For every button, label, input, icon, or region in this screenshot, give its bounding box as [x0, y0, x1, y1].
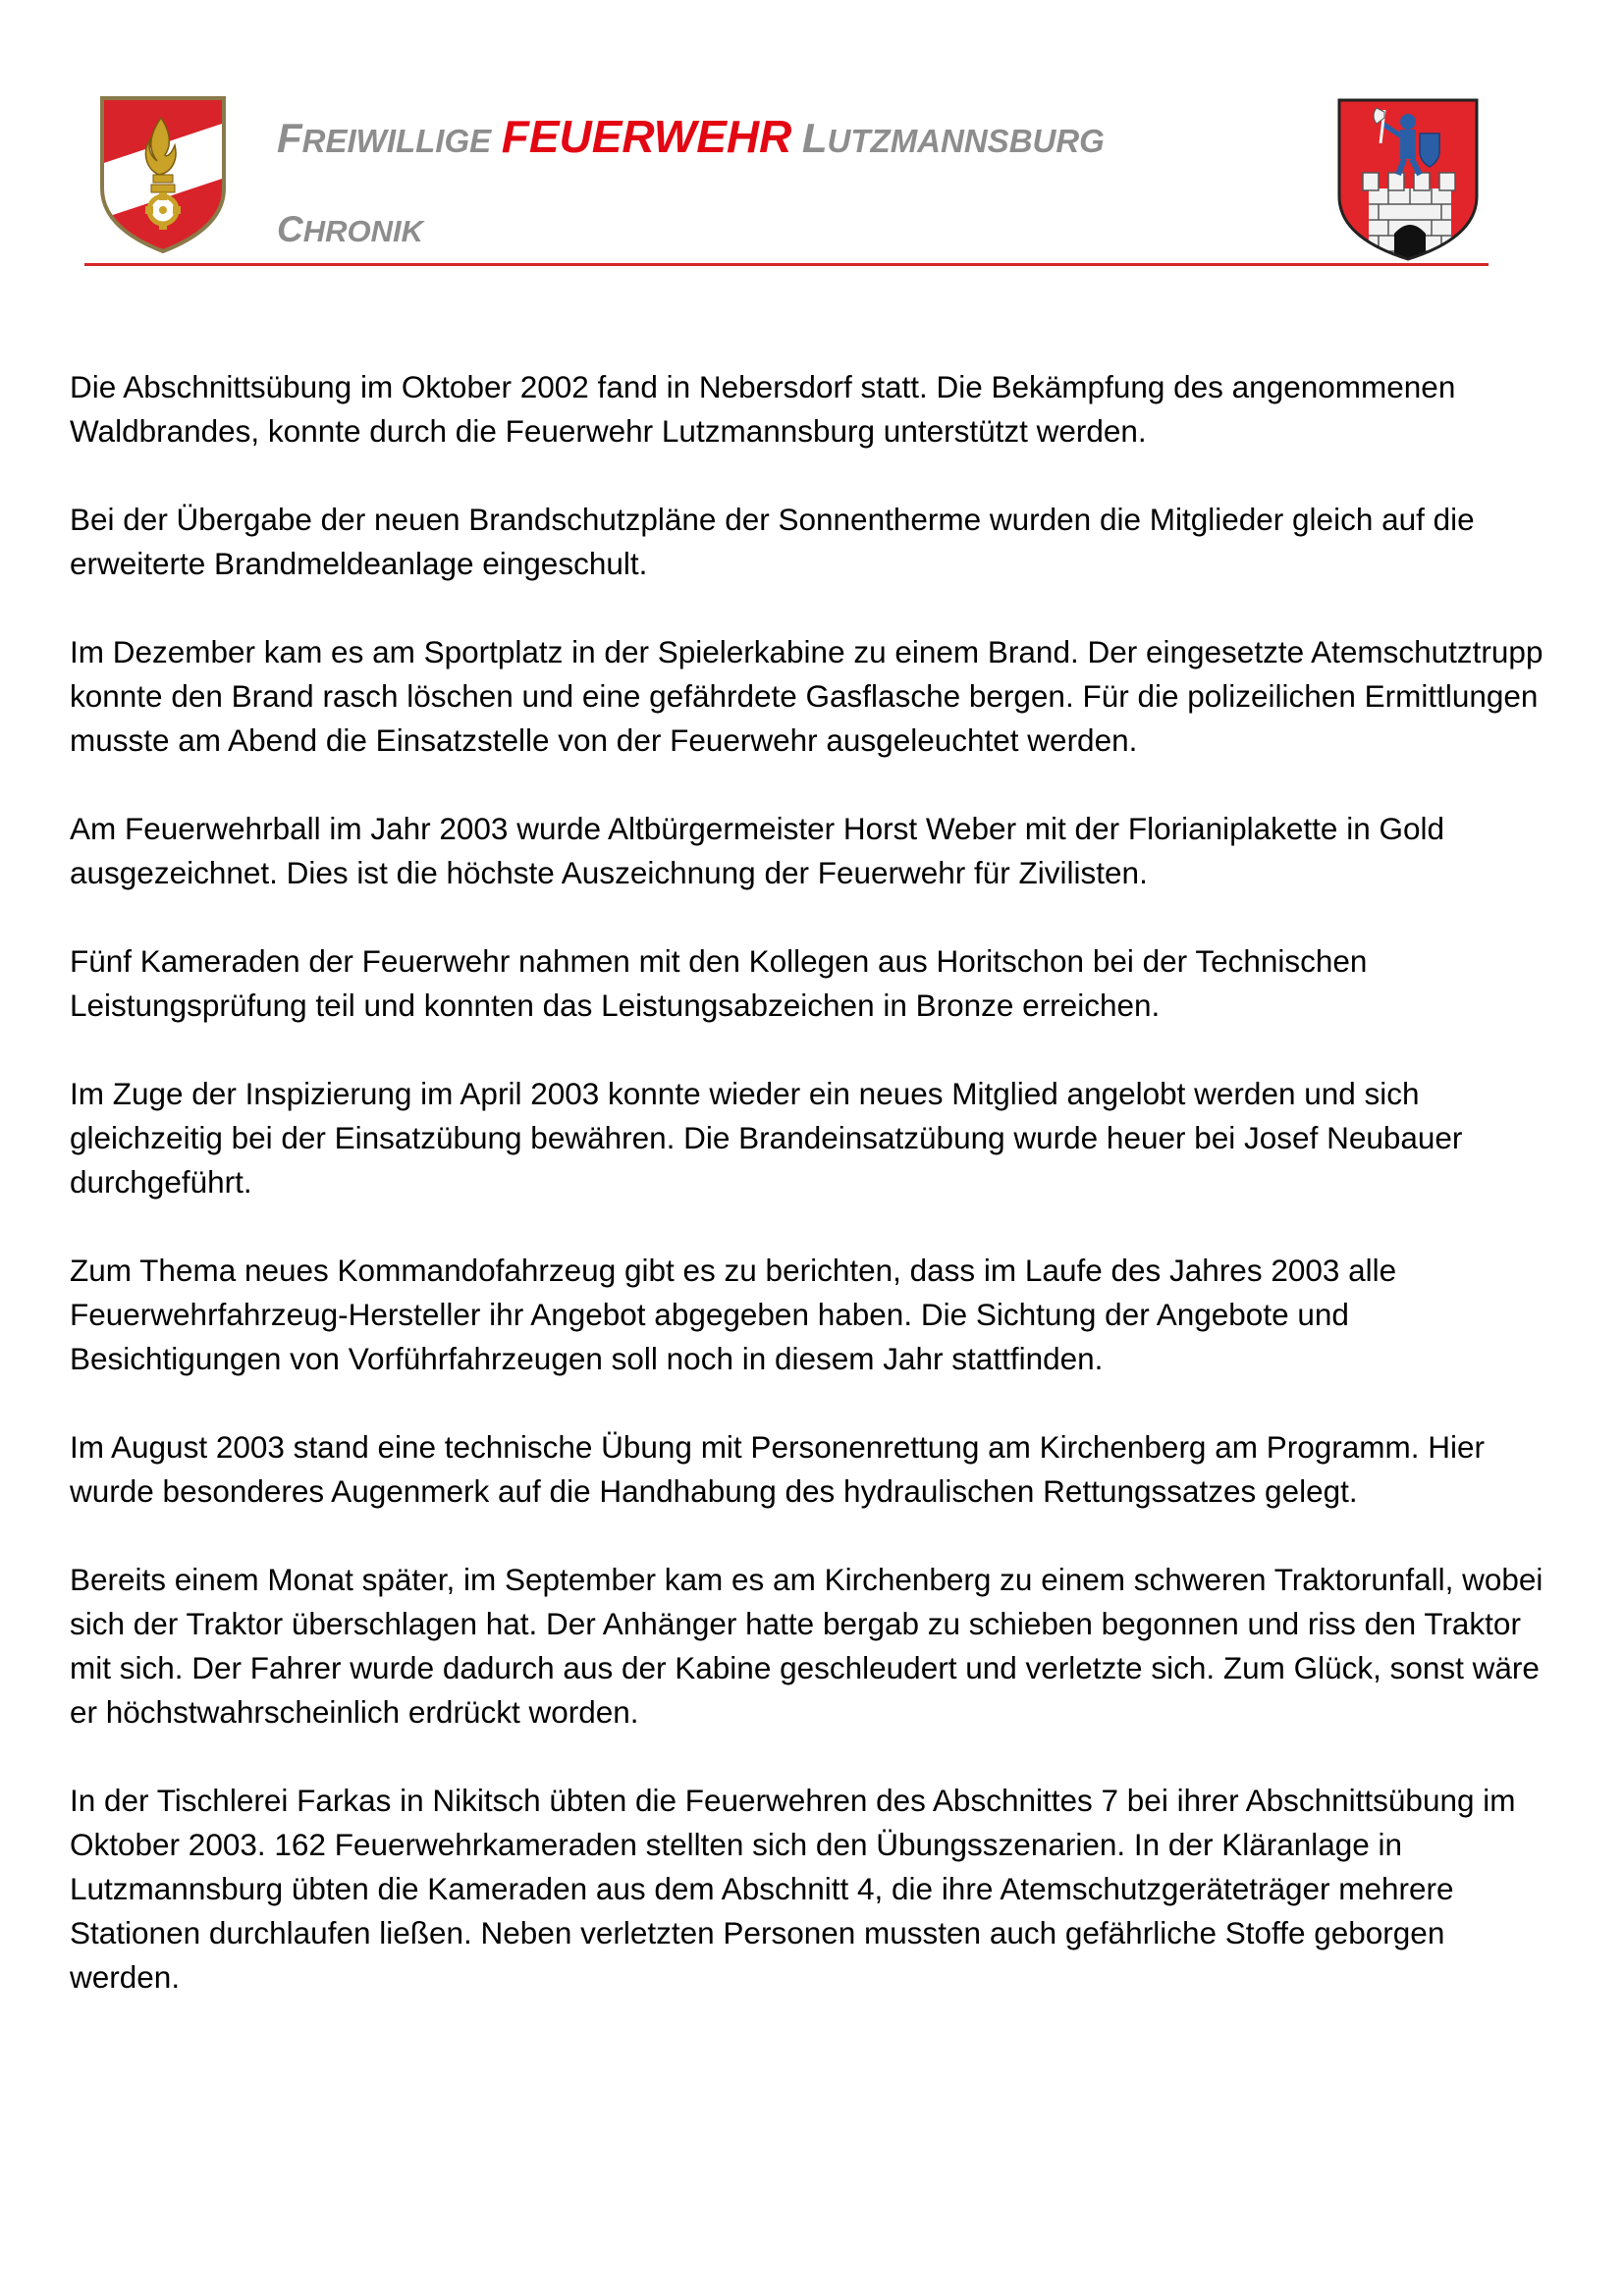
paragraph: Zum Thema neues Kommandofahrzeug gibt es zu berichten, dass im Laufe des Jahres 2003 alle Feuerwehrfahrzeug-Hersteller ihr Angebot abgegeben haben. Die Sichtung der Angebote und Besichtigungen von Vorführfahrzeugen soll noch in diesem Jahr stattfinden.	[70, 1253, 1397, 1376]
paragraph: Im Zuge der Inspizierung im April 2003 konnte wieder ein neues Mitglied angelobt werden und sich gleichzeitig bei der Einsatzübung bewähren. Die Brandeinsatzübung wurde heuer bei Josef Neubauer durchgeführt.	[70, 1076, 1463, 1200]
paragraph: Am Feuerwehrball im Jahr 2003 wurde Altbürgermeister Horst Weber mit der Florianiplakette in Gold ausgezeichnet. Dies ist die höchste Auszeichnung der Feuerwehr für Zivilisten.	[70, 811, 1444, 890]
municipal-coat-of-arms-icon	[1333, 94, 1483, 263]
fire-brigade-crest-icon	[98, 94, 228, 255]
chronicle-body	[70, 365, 1562, 2044]
paragraph: Bei der Übergabe der neuen Brandschutzpläne der Sonnentherme wurden die Mitglieder gleich auf die erweiterte Brandmeldeanlage eingeschult.	[70, 502, 1475, 581]
page-subtitle	[277, 208, 423, 251]
title-word-lutzmannsburg: UTZMANNSBURG	[827, 123, 1105, 159]
page-header-title	[277, 110, 1105, 164]
paragraph: In der Tischlerei Farkas in Nikitsch übten die Feuerwehren des Abschnittes 7 bei ihrer Abschnittsübung im Oktober 2003. 162 Feuerwehrkameraden stellten sich den Übungsszenarien. In der Kläranlage in Lutzmannsburg übten die Kameraden aus dem Abschnitt 4, die ihre Atemschutzgeräteträger mehrere Stationen durchlaufen ließen. Neben verletzten Personen mussten auch gefährliche Stoffe geborgen werden.	[70, 1783, 1516, 1995]
title-word-feuerwehr: FEUERWEHR	[501, 111, 792, 162]
paragraph: Die Abschnittsübung im Oktober 2002 fand in Nebersdorf statt. Die Bekämpfung des angenommenen Waldbrandes, konnte durch die Feuerwehr Lutzmannsburg unterstützt werden.	[70, 369, 1456, 449]
title-word-freiwillige: REIWILLIGE	[301, 123, 492, 159]
paragraph: Fünf Kameraden der Feuerwehr nahmen mit den Kollegen aus Horitschon bei der Technischen Leistungsprüfung teil und konnten das Leistungsabzeichen in Bronze erreichen.	[70, 943, 1368, 1023]
paragraph: Im August 2003 stand eine technische Übung mit Personenrettung am Kirchenberg am Programm. Hier wurde besonderes Augenmerk auf die Handhabung des hydraulischen Rettungssatzes gelegt.	[70, 1429, 1486, 1509]
title-initial-l: L	[801, 115, 828, 161]
paragraph: Im Dezember kam es am Sportplatz in der Spielerkabine zu einem Brand. Der eingesetzte Atemschutztrupp konnte den Brand rasch löschen und eine gefährdete Gasflasche bergen. Für die polizeilichen Ermittlungen musste am Abend die Einsatzstelle von der Feuerwehr ausgeleuchtet werden.	[70, 634, 1543, 758]
header-divider	[84, 263, 1489, 266]
subtitle-initial: C	[277, 209, 303, 249]
subtitle-rest: HRONIK	[302, 214, 424, 248]
title-initial-f: F	[277, 115, 302, 161]
paragraph: Bereits einem Monat später, im September kam es am Kirchenberg zu einem schweren Traktorunfall, wobei sich der Traktor überschlagen hat. Der Anhänger hatte bergab zu schieben begonnen und riss den Traktor mit sich. Der Fahrer wurde dadurch aus der Kabine geschleudert und verletzte sich. Zum Glück, sonst wäre er höchstwahrscheinlich erdrückt worden.	[70, 1562, 1543, 1730]
